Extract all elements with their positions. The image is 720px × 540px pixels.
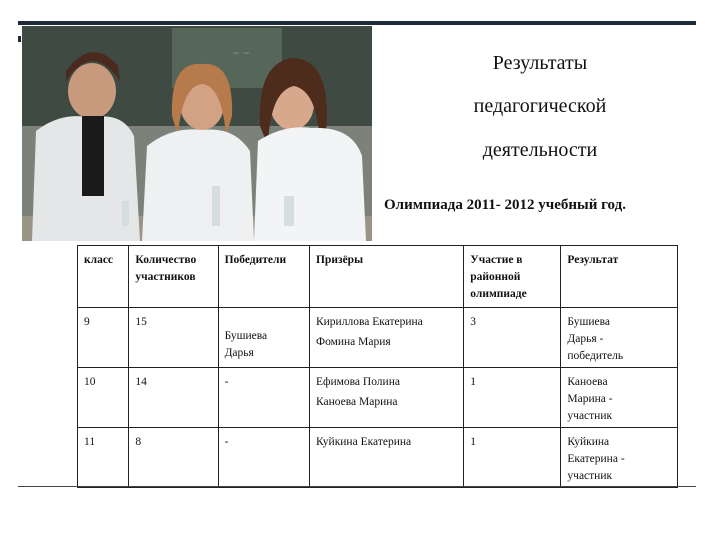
cell-prizewinners: Ефимова Полина Каноева Марина bbox=[309, 368, 463, 428]
cell-winners: - bbox=[218, 368, 309, 428]
cell-winners: Бушиева Дарья bbox=[218, 308, 309, 368]
header-participants: Количество участников bbox=[129, 246, 218, 308]
cell-grade: 11 bbox=[78, 428, 129, 488]
cell-participants: 14 bbox=[129, 368, 218, 428]
header-winners: Победители bbox=[218, 246, 309, 308]
cell-prizewinners: Кириллова Екатерина Фомина Мария bbox=[309, 308, 463, 368]
slide-title-line-3: деятельности bbox=[482, 139, 598, 161]
table-row bbox=[78, 428, 678, 488]
cell-participants: 15 bbox=[129, 308, 218, 368]
photo-students-icon bbox=[22, 26, 372, 241]
olympiad-subtitle: Олимпиада 2011- 2012 учебный год. bbox=[384, 197, 626, 213]
cell-prizewinners: Куйкина Екатерина bbox=[309, 428, 463, 488]
header-grade: класс bbox=[78, 246, 129, 308]
cell-participants: 8 bbox=[129, 428, 218, 488]
lab-photo bbox=[22, 26, 372, 241]
cell-grade: 9 bbox=[78, 308, 129, 368]
olympiad-results-table bbox=[77, 245, 678, 488]
cell-result: Куйкина Екатерина - участник bbox=[561, 428, 678, 488]
table-header-row bbox=[78, 246, 678, 308]
svg-text:~ ~: ~ ~ bbox=[232, 49, 250, 59]
header-result: Результат bbox=[561, 246, 678, 308]
bottom-rule bbox=[18, 486, 696, 487]
slide-title-line-2: педагогической bbox=[473, 95, 607, 117]
table-row bbox=[78, 368, 678, 428]
slide-title-line-1: Результаты bbox=[492, 52, 588, 74]
header-district: Участие в районной олимпиаде bbox=[464, 246, 561, 308]
header-prizewinners: Призёры bbox=[309, 246, 463, 308]
table-row bbox=[78, 308, 678, 368]
cell-district: 1 bbox=[464, 368, 561, 428]
cell-result: Бушиева Дарья - победитель bbox=[561, 308, 678, 368]
top-rule-tick bbox=[18, 36, 21, 42]
cell-district: 1 bbox=[464, 428, 561, 488]
cell-result: Каноева Марина - участник bbox=[561, 368, 678, 428]
cell-winners: - bbox=[218, 428, 309, 488]
cell-district: 3 bbox=[464, 308, 561, 368]
cell-grade: 10 bbox=[78, 368, 129, 428]
top-rule bbox=[18, 21, 696, 25]
